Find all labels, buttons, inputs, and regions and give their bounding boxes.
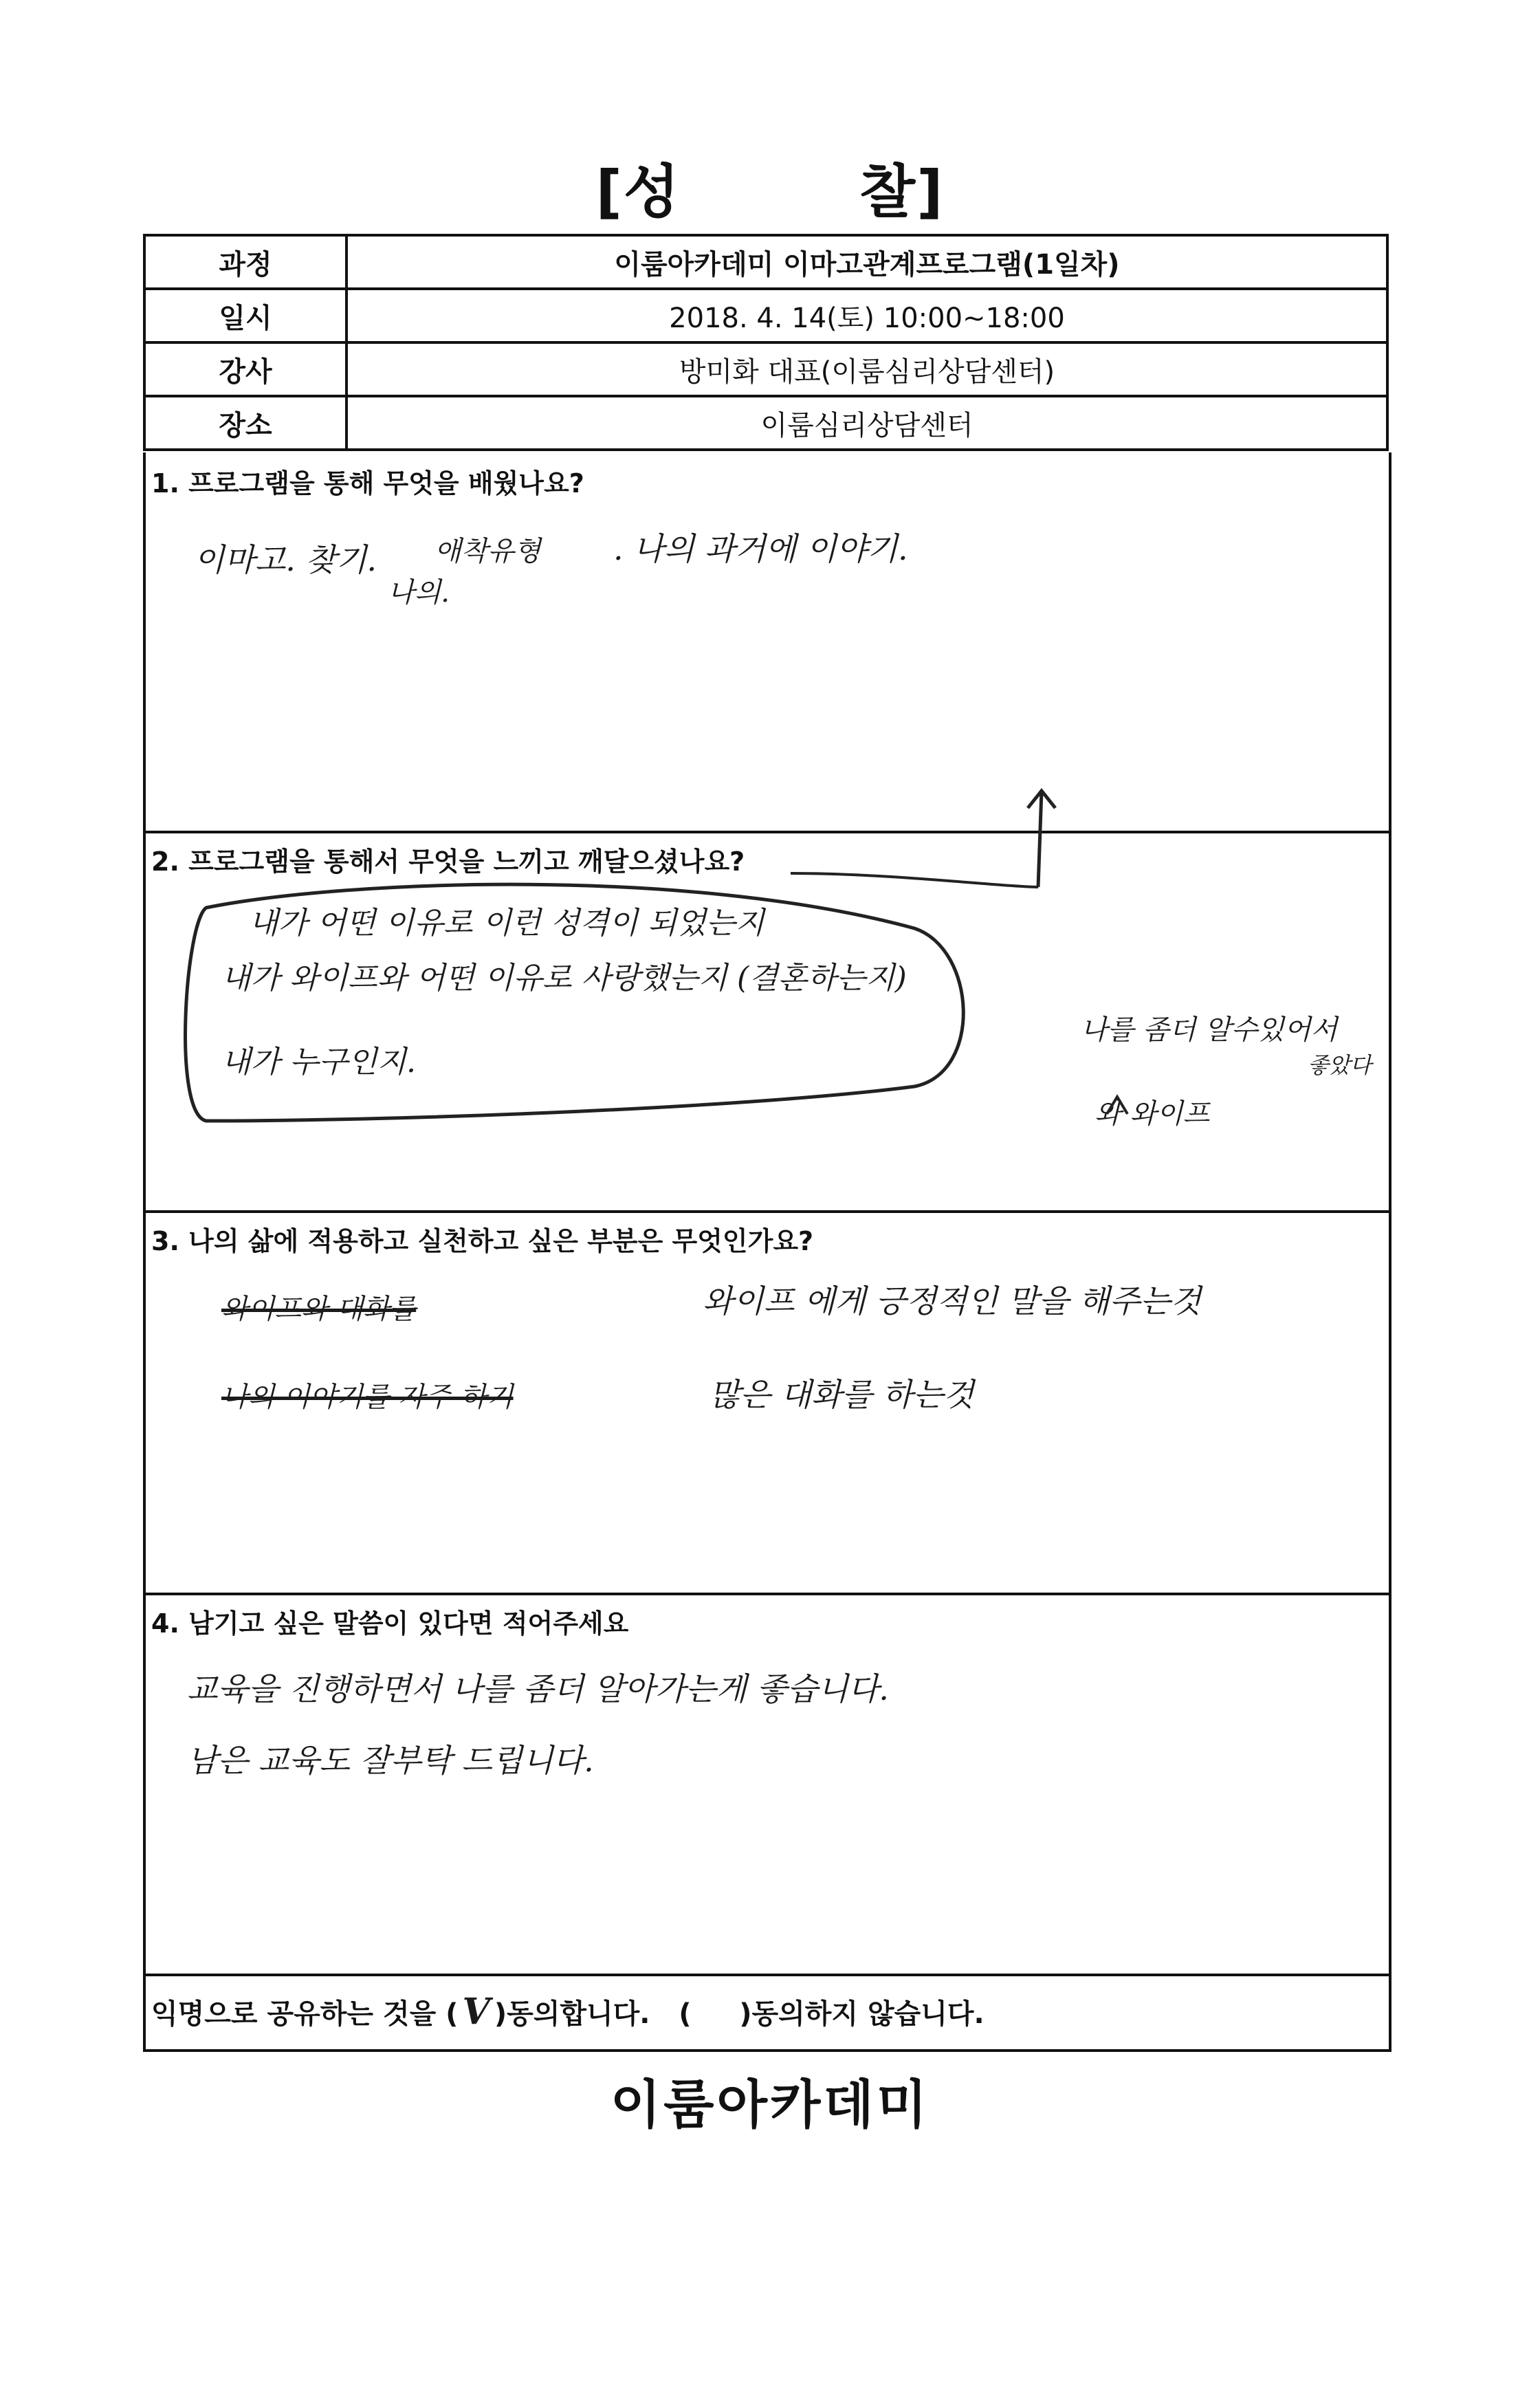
struck-answer-3-line2: 나의 이야기를 자주 하기 <box>221 1381 514 1413</box>
lecturer-value: 방미화 대표(이룸심리상담센터) <box>346 342 1387 396</box>
title-left: [성 <box>595 157 681 226</box>
course-label: 과정 <box>144 235 346 289</box>
title-right: 찰] <box>859 157 945 226</box>
answer-2-line2: 내가 와이프와 어떤 이유로 사랑했는지 (결혼하는지) <box>221 961 907 996</box>
question-2-label: 2. 프로그램을 통해서 무엇을 느끼고 깨달으셨나요? <box>151 846 745 877</box>
caret-mark <box>1107 1097 1128 1114</box>
consent-agree-text: )동의합니다. ( )동의하지 않습니다. <box>494 1998 984 2030</box>
question-4-label: 4. 남기고 싶은 말씀이 있다면 적어주세요 <box>151 1608 629 1639</box>
date-value: 2018. 4. 14(토) 10:00~18:00 <box>346 289 1387 342</box>
answer-4-line2: 남은 교육도 잘부탁 드립니다. <box>187 1742 594 1779</box>
answer-2-side-line3: 와 와이프 <box>1094 1098 1210 1130</box>
struck-answer-3-line1: 와이프와 대화를 <box>221 1293 417 1325</box>
place-label: 장소 <box>144 396 346 450</box>
place-value: 이룸심리상담센터 <box>346 396 1387 450</box>
answer-1-line2: 나의. <box>388 577 450 609</box>
course-value: 이룸아카데미 이마고관계프로그램(1일차) <box>346 235 1387 289</box>
footer-org-name: 이룸아카데미 <box>610 2074 930 2135</box>
answer-4-line1: 교육을 진행하면서 나를 좀더 알아가는게 좋습니다. <box>187 1670 889 1707</box>
answer-3-line1: 와이프 에게 긍정적인 말을 해주는것 <box>703 1282 1202 1320</box>
answer-2-line3: 내가 누구인지. <box>221 1045 416 1080</box>
date-label: 일시 <box>144 289 346 342</box>
consent-prefix: 익명으로 공유하는 것을 ( <box>151 1998 459 2030</box>
arrow-connector <box>791 873 1038 887</box>
answer-1-line1b: 애착유형 <box>434 536 541 567</box>
arrow-up <box>1028 791 1055 887</box>
answer-1-line1c: . 나의 과거에 이야기. <box>613 530 908 567</box>
answer-3-line2: 많은 대화를 하는것 <box>710 1376 974 1413</box>
consent-check-mark[interactable]: V <box>462 1990 490 2033</box>
answer-2-side-line2: 좋았다 <box>1308 1052 1372 1078</box>
answer-2-side-line1: 나를 좀더 알수있어서 <box>1081 1014 1338 1046</box>
question-1-label: 1. 프로그램을 통해 무엇을 배웠나요? <box>151 468 584 499</box>
answer-2-line1: 내가 어떤 이유로 이런 성격이 되었는지 <box>249 906 764 941</box>
lecturer-label: 강사 <box>144 342 346 396</box>
question-3-label: 3. 나의 삶에 적용하고 실천하고 싶은 부분은 무엇인가요? <box>151 1226 814 1256</box>
answer-1-line1: 이마고. 찾기. <box>194 541 377 578</box>
answer-2-loop <box>186 884 964 1121</box>
